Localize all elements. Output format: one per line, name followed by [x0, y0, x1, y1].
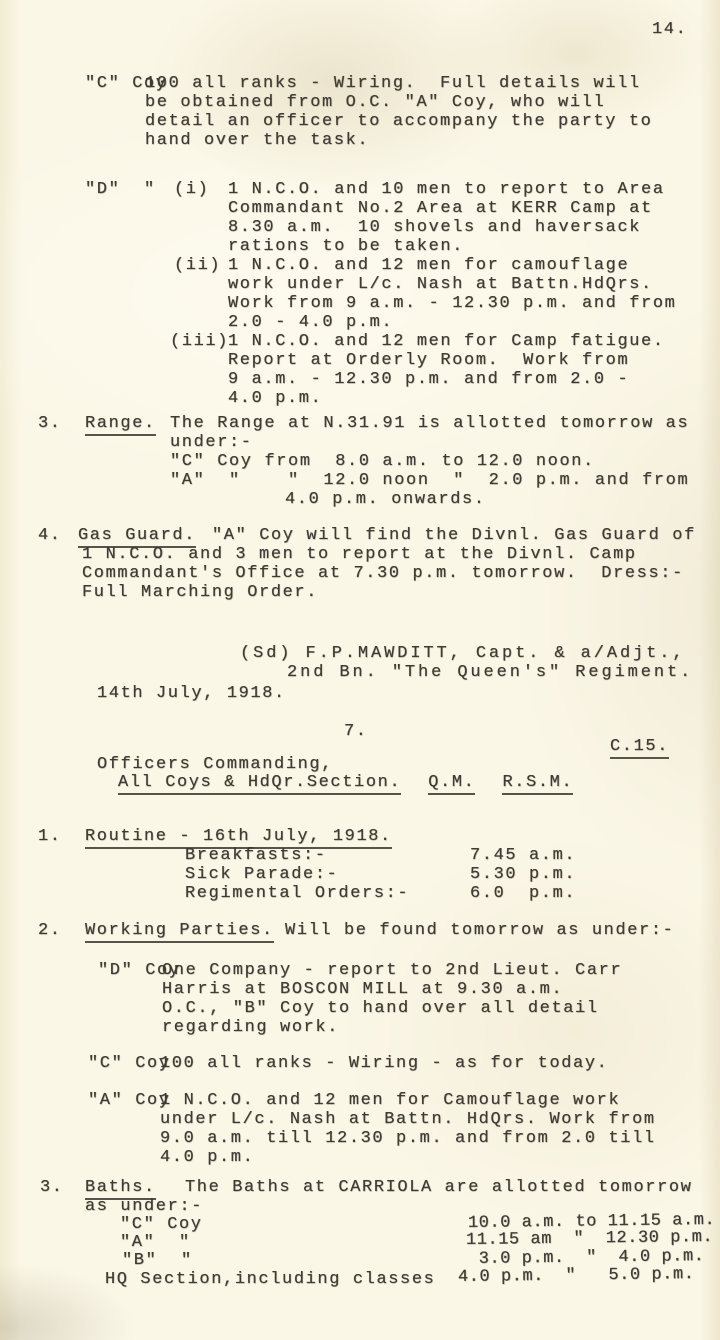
- d-item-line: 1 N.C.O. and 10 men to report to Area: [228, 180, 665, 199]
- wp-entry-line: 1 N.C.O. and 12 men for Camouflage work: [160, 1091, 621, 1110]
- wp-entry-label: "D" Coy: [98, 961, 181, 980]
- range-line: "C" Coy from 8.0 a.m. to 12.0 noon.: [170, 452, 595, 471]
- gas-guard-heading-text: Gas Guard.: [78, 526, 196, 548]
- addressee-part: All Coys & HdQr.Section.: [118, 773, 401, 795]
- range-line: under:-: [170, 433, 253, 452]
- routine-heading-text: Routine - 16th July, 1918.: [85, 827, 392, 849]
- routine-row-time: 7.45 a.m.: [470, 846, 577, 865]
- c-coy-label: "C" Coy: [85, 74, 168, 93]
- bath-row-label: "A" ": [120, 1233, 191, 1252]
- page-number: 14.: [652, 20, 688, 39]
- bath-row-time: 3.0 p.m. " 4.0 p.m.: [467, 1247, 705, 1269]
- bath-row-time: 10.0 a.m. to 11.15 a.m.: [467, 1210, 716, 1233]
- bath-row-time: 4.0 p.m. " 5.0 p.m.: [457, 1265, 695, 1287]
- bath-row-time: 11.15 am " 12.30 p.m.: [465, 1227, 714, 1250]
- routine-row-time: 6.0 p.m.: [470, 884, 577, 903]
- d-item-num: (i): [174, 180, 210, 199]
- range-intro: The Range at N.31.91 is allotted tomorrow as: [170, 414, 690, 433]
- c-coy-line: be obtained from O.C. "A" Coy, who will: [145, 93, 606, 112]
- section-number: 3.: [38, 414, 62, 433]
- addressee-part: R.S.M.: [502, 773, 573, 795]
- c-coy-line: detail an officer to accompany the party to: [145, 112, 653, 131]
- d-item-line: 2.0 - 4.0 p.m.: [228, 313, 394, 332]
- routine-row-label: Sick Parade:-: [185, 865, 339, 884]
- section-number: 2.: [38, 921, 62, 940]
- baths-intro-cont: as under:-: [85, 1197, 204, 1216]
- baths-intro: The Baths at CARRIOLA are allotted tomorrow: [185, 1178, 693, 1197]
- doc-ref-text: C.15.: [610, 737, 669, 759]
- gas-guard-line: Full Marching Order.: [82, 583, 319, 602]
- section-number: 4.: [38, 526, 62, 545]
- wp-entry-line: 9.0 a.m. till 12.30 p.m. and from 2.0 till: [160, 1129, 656, 1148]
- routine-row-label: Breakfasts:-: [185, 846, 327, 865]
- c-coy-line: hand over the task.: [145, 131, 370, 150]
- working-parties-heading-text: Working Parties.: [85, 921, 274, 943]
- d-item-num: (iii): [170, 332, 230, 351]
- wp-entry-line: O.C., "B" Coy to hand over all detail: [162, 999, 599, 1018]
- d-item-line: 1 N.C.O. and 12 men for Camp fatigue.: [228, 332, 665, 351]
- d-item-num: (ii): [174, 256, 222, 275]
- d-item-line: 9 a.m. - 12.30 p.m. and from 2.0 -: [228, 370, 630, 389]
- c-coy-line: 100 all ranks - Wiring. Full details will: [145, 74, 641, 93]
- d-item-line: 4.0 p.m.: [228, 389, 323, 408]
- section-number: 1.: [38, 827, 62, 846]
- d-item-line: Work from 9 a.m. - 12.30 p.m. and from: [228, 294, 677, 313]
- gas-guard-heading: [78, 526, 196, 545]
- bath-row-label: "B" ": [122, 1251, 193, 1270]
- routine-heading: [85, 827, 392, 846]
- bath-row-label: "C" Coy: [120, 1215, 203, 1234]
- gas-guard-line: Commandant's Office at 7.30 p.m. tomorrow. Dress:-: [82, 564, 684, 583]
- range-line: "A" " " 12.0 noon " 2.0 p.m. and from: [170, 471, 690, 490]
- wp-entry-line: 100 all ranks - Wiring - as for today.: [160, 1054, 609, 1073]
- orders-page-ref: 7.: [344, 722, 368, 741]
- range-heading: [85, 414, 156, 433]
- d-item-line: 1 N.C.O. and 12 men for camouflage: [228, 256, 630, 275]
- gas-guard-intro: "A" Coy will find the Divnl. Gas Guard of: [212, 526, 696, 545]
- doc-ref: [610, 737, 669, 756]
- d-item-line: Report at Orderly Room. Work from: [228, 351, 630, 370]
- section-number: 3.: [40, 1178, 64, 1197]
- signature-date: 14th July, 1918.: [97, 684, 286, 703]
- baths-heading: [85, 1178, 156, 1197]
- working-parties-heading: [85, 921, 274, 940]
- wp-entry-label: "C" Coy: [88, 1054, 171, 1073]
- wp-entry-line: One Company - report to 2nd Lieut. Carr: [162, 961, 623, 980]
- range-line: 4.0 p.m. onwards.: [285, 490, 486, 509]
- d-item-line: work under L/c. Nash at Battn.HdQrs.: [228, 275, 653, 294]
- routine-row-label: Regimental Orders:-: [185, 884, 410, 903]
- gas-guard-line: 1 N.C.O. and 3 men to report at the Divnl. Camp: [82, 545, 637, 564]
- wp-entry-line: regarding work.: [162, 1018, 340, 1037]
- d-coy-label: "D" ": [85, 180, 156, 199]
- bath-row-label: HQ Section,including classes: [105, 1270, 436, 1289]
- d-item-line: rations to be taken.: [228, 237, 465, 256]
- working-parties-intro: Will be found tomorrow as under:-: [285, 921, 675, 940]
- addressee-part: Q.M.: [428, 773, 475, 795]
- wp-entry-line: under L/c. Nash at Battn. HdQrs. Work from: [160, 1110, 656, 1129]
- wp-entry-line: 4.0 p.m.: [160, 1148, 255, 1167]
- signature-line: (Sd) F.P.MAWDITT, Capt. & a/Adjt.,: [240, 644, 686, 663]
- addressee-line: Officers Commanding,: [97, 755, 334, 774]
- addressee-line: [118, 773, 573, 792]
- wp-entry-line: Harris at BOSCON MILL at 9.30 a.m.: [162, 980, 564, 999]
- wp-entry-label: "A" Coy: [88, 1091, 171, 1110]
- range-heading-text: Range.: [85, 414, 156, 436]
- signature-unit: 2nd Bn. "The Queen's" Regiment.: [287, 663, 694, 682]
- routine-row-time: 5.30 p.m.: [470, 865, 577, 884]
- baths-heading-text: Baths.: [85, 1178, 156, 1200]
- d-item-line: 8.30 a.m. 10 shovels and haversack: [228, 218, 642, 237]
- d-item-line: Commandant No.2 Area at KERR Camp at: [228, 199, 653, 218]
